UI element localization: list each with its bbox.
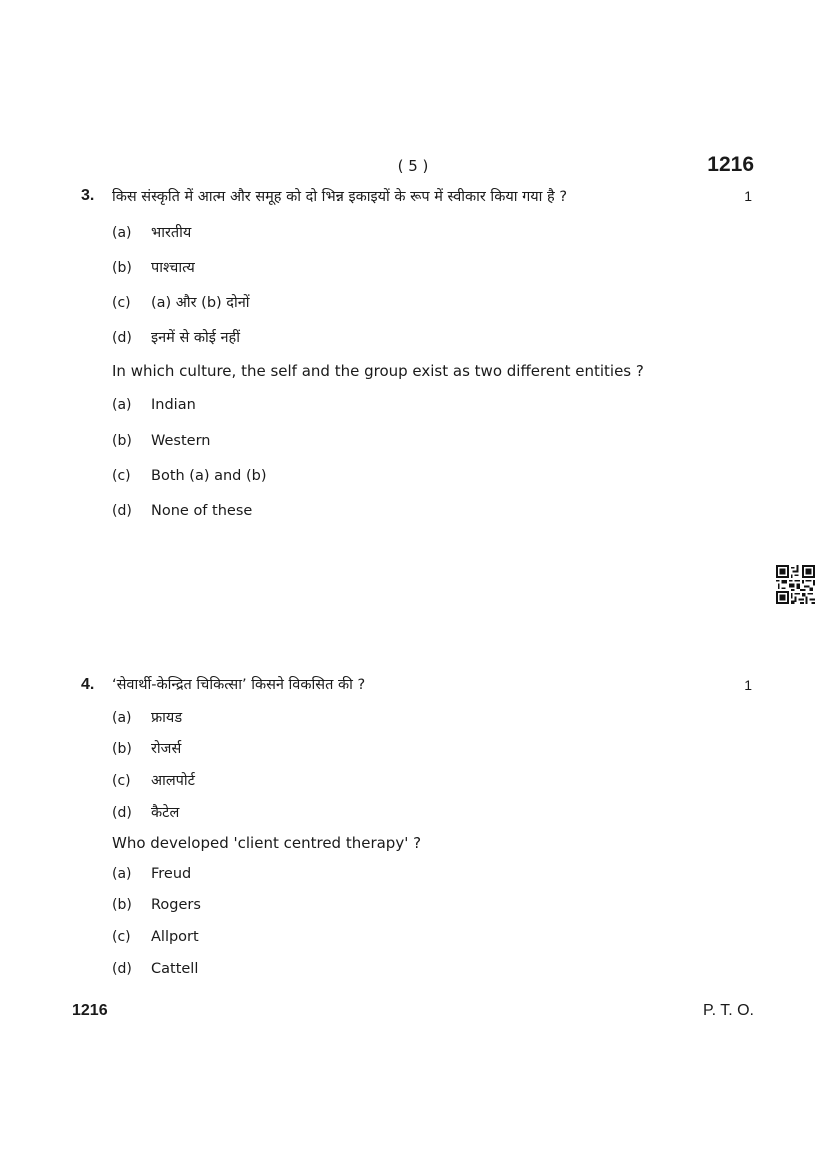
q3-english-option-a — [112, 397, 196, 413]
pto-label: P. T. O. — [703, 1002, 754, 1019]
q4-hindi-option-b — [112, 738, 181, 758]
question-3-english-text: In which culture, the self and the group exist as two different entities ? — [112, 362, 644, 380]
option-label: (c) — [112, 773, 131, 789]
page-number: ( 5 ) — [397, 157, 429, 175]
question-3-number: 3. — [81, 187, 95, 204]
option-label: (d) — [112, 961, 132, 977]
question-4-number: 4. — [81, 676, 95, 693]
question-4-english-text: Who developed 'client centred therapy' ? — [112, 834, 422, 852]
option-label: (a) — [112, 397, 132, 413]
q4-hindi-option-a — [112, 707, 182, 727]
option-label: (a) — [112, 710, 132, 726]
option-text: पाश्चात्य — [151, 260, 195, 276]
q3-english-option-b — [112, 433, 210, 449]
option-text: रोजर्स — [151, 741, 182, 757]
option-label: (d) — [112, 330, 132, 346]
option-label: (b) — [112, 897, 132, 913]
q3-hindi-option-d — [112, 327, 240, 347]
q4-english-option-a — [112, 866, 191, 882]
q4-english-option-d — [112, 961, 198, 977]
option-text: Rogers — [151, 897, 201, 913]
question-3-hindi-text: किस संस्कृति में आत्म और समूह को दो भिन्न इकाइयों के रूप में स्वीकार किया गया है ? — [112, 189, 568, 205]
option-label: (c) — [112, 468, 131, 484]
option-text: Western — [151, 433, 211, 449]
q3-english-option-d — [112, 503, 252, 519]
option-label: (a) — [112, 866, 132, 882]
option-text: Cattell — [151, 961, 199, 977]
q4-english-option-c — [112, 929, 199, 945]
option-label: (b) — [112, 741, 132, 757]
q3-english-option-c — [112, 468, 267, 484]
option-label: (d) — [112, 805, 132, 821]
q4-english-option-b — [112, 897, 201, 913]
q3-hindi-option-a — [112, 222, 191, 242]
q3-hindi-option-b — [112, 257, 195, 277]
option-label: (b) — [112, 260, 132, 276]
option-text: भारतीय — [151, 225, 192, 241]
option-text: Indian — [151, 397, 196, 413]
option-text: फ्रायड — [151, 710, 183, 726]
option-text: Freud — [151, 866, 192, 882]
q3-hindi-option-c — [112, 292, 250, 312]
option-label: (c) — [112, 295, 131, 311]
paper-code-footer: 1216 — [72, 1002, 108, 1019]
question-4-hindi-text: ‘सेवार्थी-केन्द्रित चिकित्सा’ किसने विकसित की ? — [112, 677, 366, 693]
option-text: Both (a) and (b) — [151, 468, 267, 484]
q4-hindi-option-d — [112, 802, 179, 822]
option-text: Allport — [151, 929, 199, 945]
option-text: कैटेल — [151, 805, 180, 821]
qr-code-icon — [776, 565, 815, 604]
question-3-marks: 1 — [744, 188, 752, 204]
option-text: इनमें से कोई नहीं — [151, 330, 240, 346]
option-text: (a) और (b) दोनों — [151, 295, 250, 311]
q4-hindi-option-c — [112, 770, 195, 790]
option-label: (c) — [112, 929, 131, 945]
option-label: (b) — [112, 433, 132, 449]
option-label: (d) — [112, 503, 132, 519]
option-label: (a) — [112, 225, 132, 241]
paper-code-header: 1216 — [707, 153, 754, 176]
question-4-marks: 1 — [744, 677, 752, 693]
option-text: None of these — [151, 503, 253, 519]
option-text: आलपोर्ट — [151, 773, 195, 789]
